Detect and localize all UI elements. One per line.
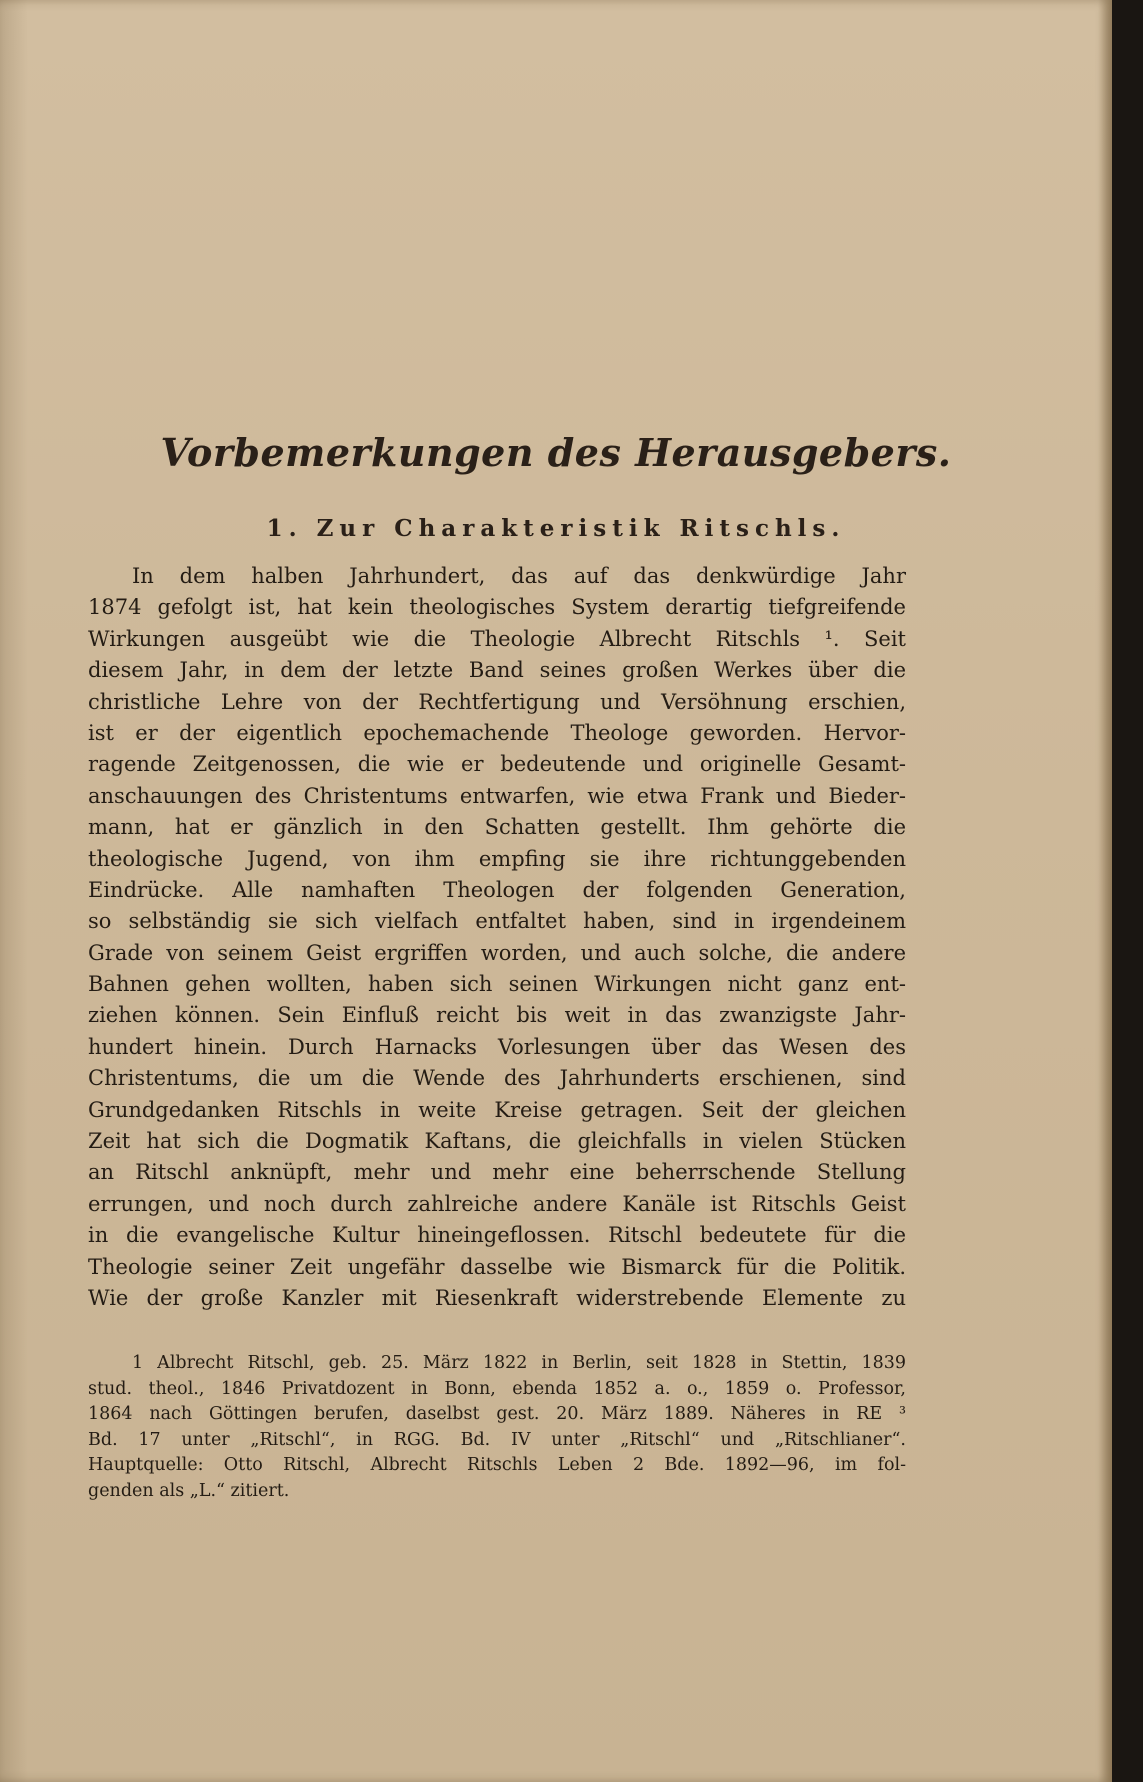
spine-shadow: [0, 0, 28, 1782]
footnote-line: stud. theol., 1846 Privatdozent in Bonn, ebenda 1852 a. o., 1859 o. Professor,: [88, 1378, 906, 1399]
paragraph-line: ziehen können. Sein Einfluß reicht bis weit in das zwanzigste Jahr-: [88, 1003, 906, 1028]
paragraph-line: in die evangelische Kultur hineingeflossen. Ritschl bedeutete für die: [88, 1223, 906, 1248]
paragraph-line: ragende Zeitgenossen, die wie er bedeutende und originelle Gesamt-: [88, 752, 906, 777]
paragraph-line: In dem halben Jahrhundert, das auf das denkwürdige Jahr: [132, 564, 906, 588]
paragraph-line: Theologie seiner Zeit ungefähr dasselbe wie Bismarck für die Politik.: [88, 1254, 906, 1279]
footnote: [88, 1351, 906, 1505]
paragraph-line: Wirkungen ausgeübt wie die Theologie Albrecht Ritschls ¹. Seit: [88, 626, 906, 651]
paragraph-line: 1874 gefolgt ist, hat kein theologisches System derartig tiefgreifende: [88, 595, 906, 620]
paragraph-line: errungen, und noch durch zahlreiche andere Kanäle ist Ritschls Geist: [88, 1191, 906, 1216]
footnote-line: Bd. 17 unter „Ritschl“, in RGG. Bd. IV unter „Ritschl“ und „Ritschlianer“.: [88, 1429, 906, 1450]
paragraph-line: ist er der eigentlich epochemachende Theologe geworden. Hervor-: [88, 720, 906, 745]
paragraph-line: diesem Jahr, in dem der letzte Band seines großen Werkes über die: [88, 658, 906, 683]
paragraph-line: so selbständig sie sich vielfach entfaltet haben, sind in irgendeinem: [88, 909, 906, 934]
footnote-line: 1 Albrecht Ritschl, geb. 25. März 1822 in Berlin, seit 1828 in Stettin, 1839: [132, 1353, 906, 1373]
paragraph-line: Bahnen gehen wollten, haben sich seinen Wirkungen nicht ganz ent-: [88, 972, 906, 997]
footnote-line: Hauptquelle: Otto Ritschl, Albrecht Ritschls Leben 2 Bde. 1892—96, im fol-: [88, 1455, 906, 1476]
paragraph-line: Grade von seinem Geist ergriffen worden, und auch solche, die andere: [88, 940, 906, 965]
paragraph-line: mann, hat er gänzlich in den Schatten gestellt. Ihm gehörte die: [88, 815, 906, 840]
paragraph-line: theologische Jugend, von ihm empfing sie ihre richtunggebenden: [88, 846, 906, 871]
page-edge: [1098, 0, 1112, 1782]
footnote-line: genden als „L.“ zitiert.: [88, 1480, 290, 1501]
footnote-line: 1864 nach Göttingen berufen, daselbst gest. 20. März 1889. Näheres in RE ³: [88, 1404, 906, 1425]
paragraph-line: christliche Lehre von der Rechtfertigung und Versöhnung erschien,: [88, 689, 906, 714]
paragraph-line: Eindrücke. Alle namhaften Theologen der folgenden Generation,: [88, 877, 906, 902]
paragraph-line: Grundgedanken Ritschls in weite Kreise getragen. Seit der gleichen: [88, 1097, 906, 1122]
paragraph-line: an Ritschl anknüpft, mehr und mehr eine beherrschende Stellung: [88, 1160, 906, 1185]
paragraph-line: anschauungen des Christentums entwarfen, wie etwa Frank und Bieder-: [88, 783, 906, 808]
paragraph-line: Zeit hat sich die Dogmatik Kaftans, die gleichfalls in vielen Stücken: [88, 1129, 906, 1154]
paragraph-line: hundert hinein. Durch Harnacks Vorlesungen über das Wesen des: [88, 1034, 906, 1059]
page-title: Vorbemerkungen des Herausgebers.: [160, 430, 952, 475]
section-heading: 1. Zur Charakteristik Ritschls.: [266, 515, 846, 542]
main-paragraph: [88, 561, 906, 1314]
paragraph-line: Wie der große Kanzler mit Riesenkraft widerstrebende Elemente zu: [88, 1285, 906, 1310]
paragraph-line: Christentums, die um die Wende des Jahrhunderts erschienen, sind: [88, 1066, 906, 1091]
